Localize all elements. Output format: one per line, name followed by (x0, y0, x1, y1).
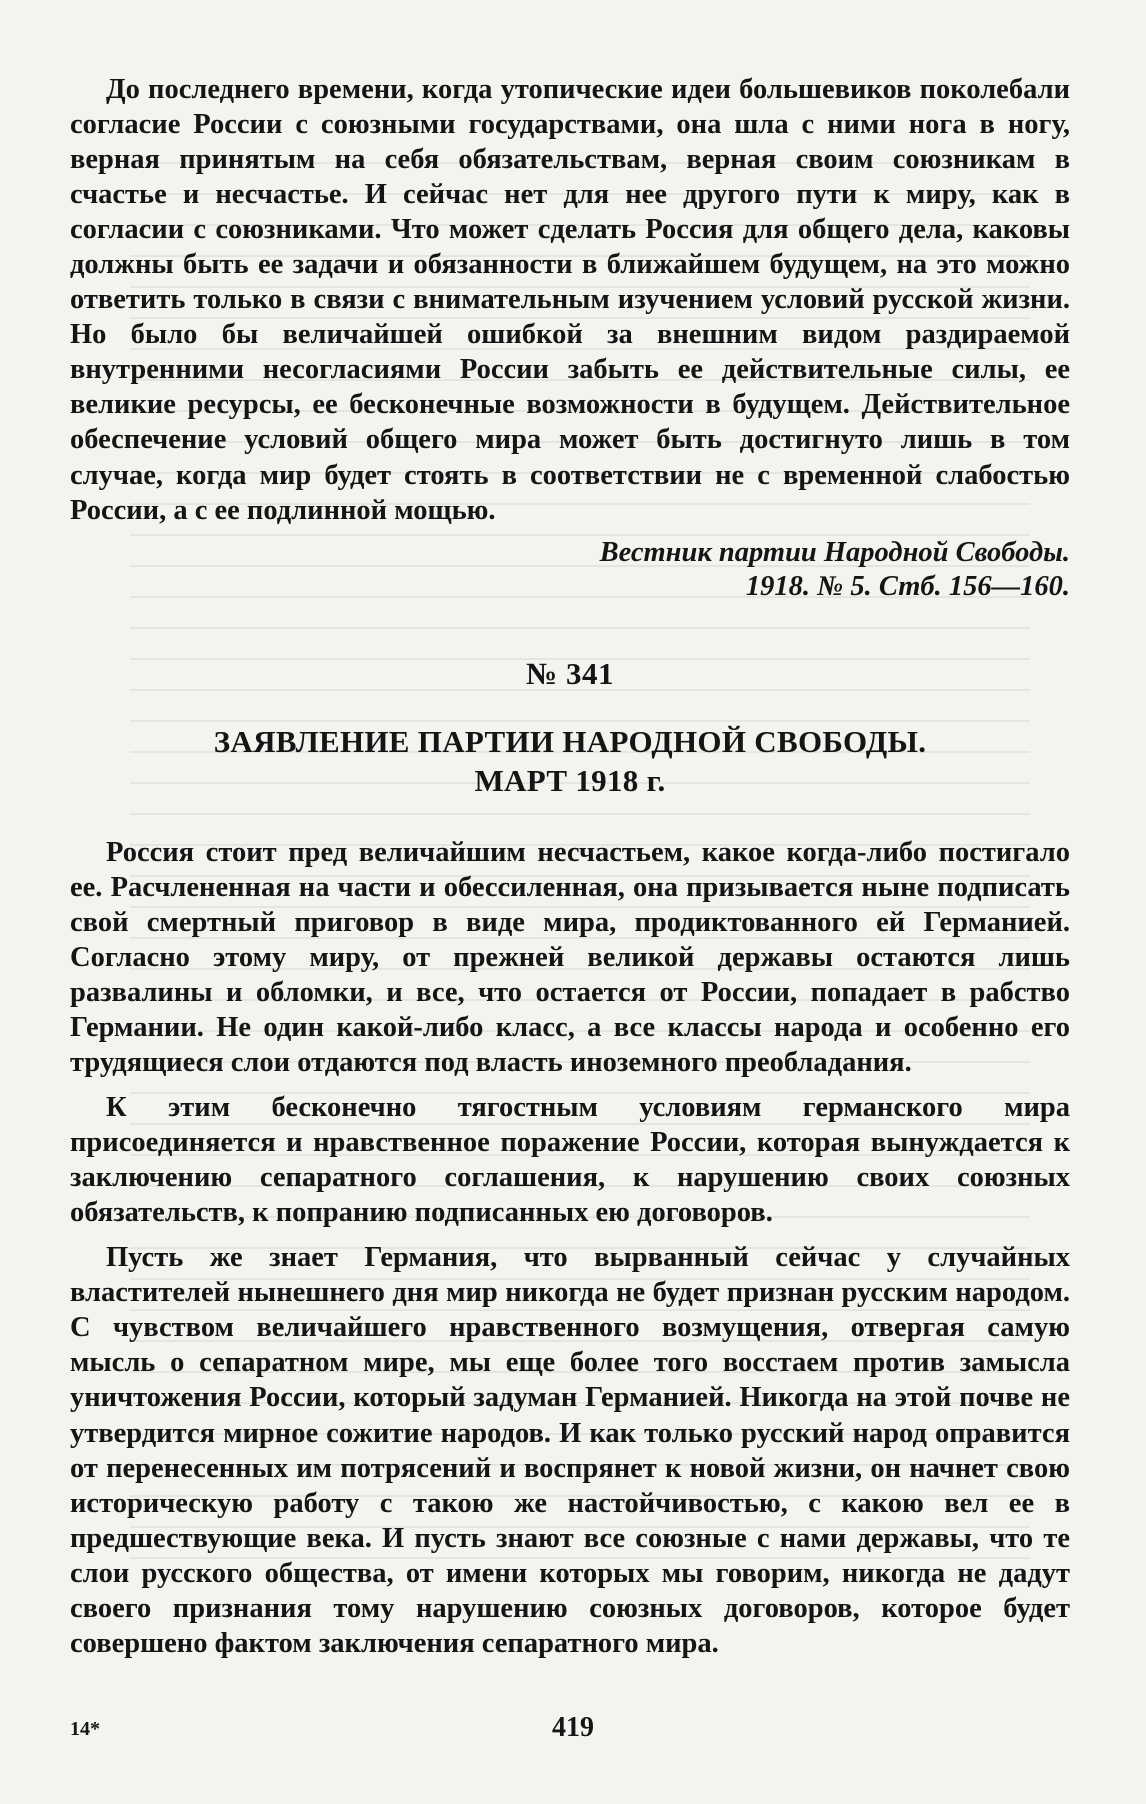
statement-paragraph-1: Россия стоит пред величайшим несчастьем, какое когда-либо постигало ее. Расчлененная на части и обессиленная, она призывается ныне подписать свой смертный приговор в виде мира, продиктованного ей Германией. Согласно этому миру, от прежней великой державы остаются лишь развалины и обломки, и все, что остается от России, попадает в рабство Германии. Не один какой-либо класс, а все классы народа и особенно его трудящиеся слои отдаются под власть иноземного преобладания. (70, 836, 1070, 1079)
source-citation (70, 536, 1070, 606)
source-line-1: Вестник партии Народной Свободы. (599, 536, 1070, 568)
statement-paragraph-3: Пусть же знает Германия, что вырванный сейчас у случайных властителей нынешнего дня мир никогда не будет признан русским народом. С чувством величайшего нравственного возмущения, отвергая самую мысль о сепаратном мире, мы еще более того восстаем против замысла уничтожения России, который задуман Германией. Никогда на этой почве не утвердится мирное сожитие народов. И как только русский народ оправится от перенесенных им потрясений и воспрянет к новой жизни, он начнет свою историческую работу с такою же настойчивостью, с какою вел ее в предшествующие века. И пусть знают все союзные с нами державы, что те слои русского общества, от имени которых мы говорим, никогда не дадут своего признания тому нарушению союзных договоров, которое будет совершено фактом заключения сепаратного мира. (70, 1242, 1070, 1659)
statement-body (70, 835, 1070, 1661)
document-page (70, 72, 1070, 1752)
document-body (70, 72, 1070, 1661)
page-number: 419 (552, 1712, 594, 1743)
document-title-line-1: ЗАЯВЛЕНИЕ ПАРТИИ НАРОДНОЙ СВОБОДЫ. (213, 724, 927, 760)
document-title-line-2: МАРТ 1918 г. (474, 763, 666, 799)
document-title (70, 723, 1070, 801)
page-footer (70, 1712, 1076, 1752)
statement-paragraph-2: К этим бесконечно тягостным условиям германского мира присоединяется и нравственное поражение России, которая вынуждается к заключению сепаратного соглашения, к нарушению своих союзных обязательств, к попранию подписанных ею договоров. (70, 1092, 1070, 1229)
sheet-signature-mark: 14* (70, 1718, 100, 1740)
document-number: № 341 (526, 656, 614, 692)
closing-paragraph: До последнего времени, когда утопические идеи большевиков поколебали согласие России с союзными государствами, она шла с ними нога в ногу, верная принятым на себя обязательствам, верная своим союзникам в счастье и несчастье. И сейчас нет для нее другого пути к миру, как в согласии с союзниками. Что может сделать Россия для общего дела, каковы должны быть ее задачи и обязанности в ближайшем будущем, на это можно ответить только в связи с внимательным изучением условий русской жизни. Но было бы величайшей ошибкой за внешним видом раздираемой внутренними несогласиями России забыть ее действительные силы, ее великие ресурсы, ее бесконечные возможности в будущем. Действительное обеспечение условий общего мира может быть достигнуто лишь в том случае, когда мир будет стоять в соответствии не с временной слабостью России, а с ее подлинной мощью. (70, 74, 1070, 526)
source-line-2: 1918. № 5. Стб. 156—160. (745, 571, 1070, 603)
